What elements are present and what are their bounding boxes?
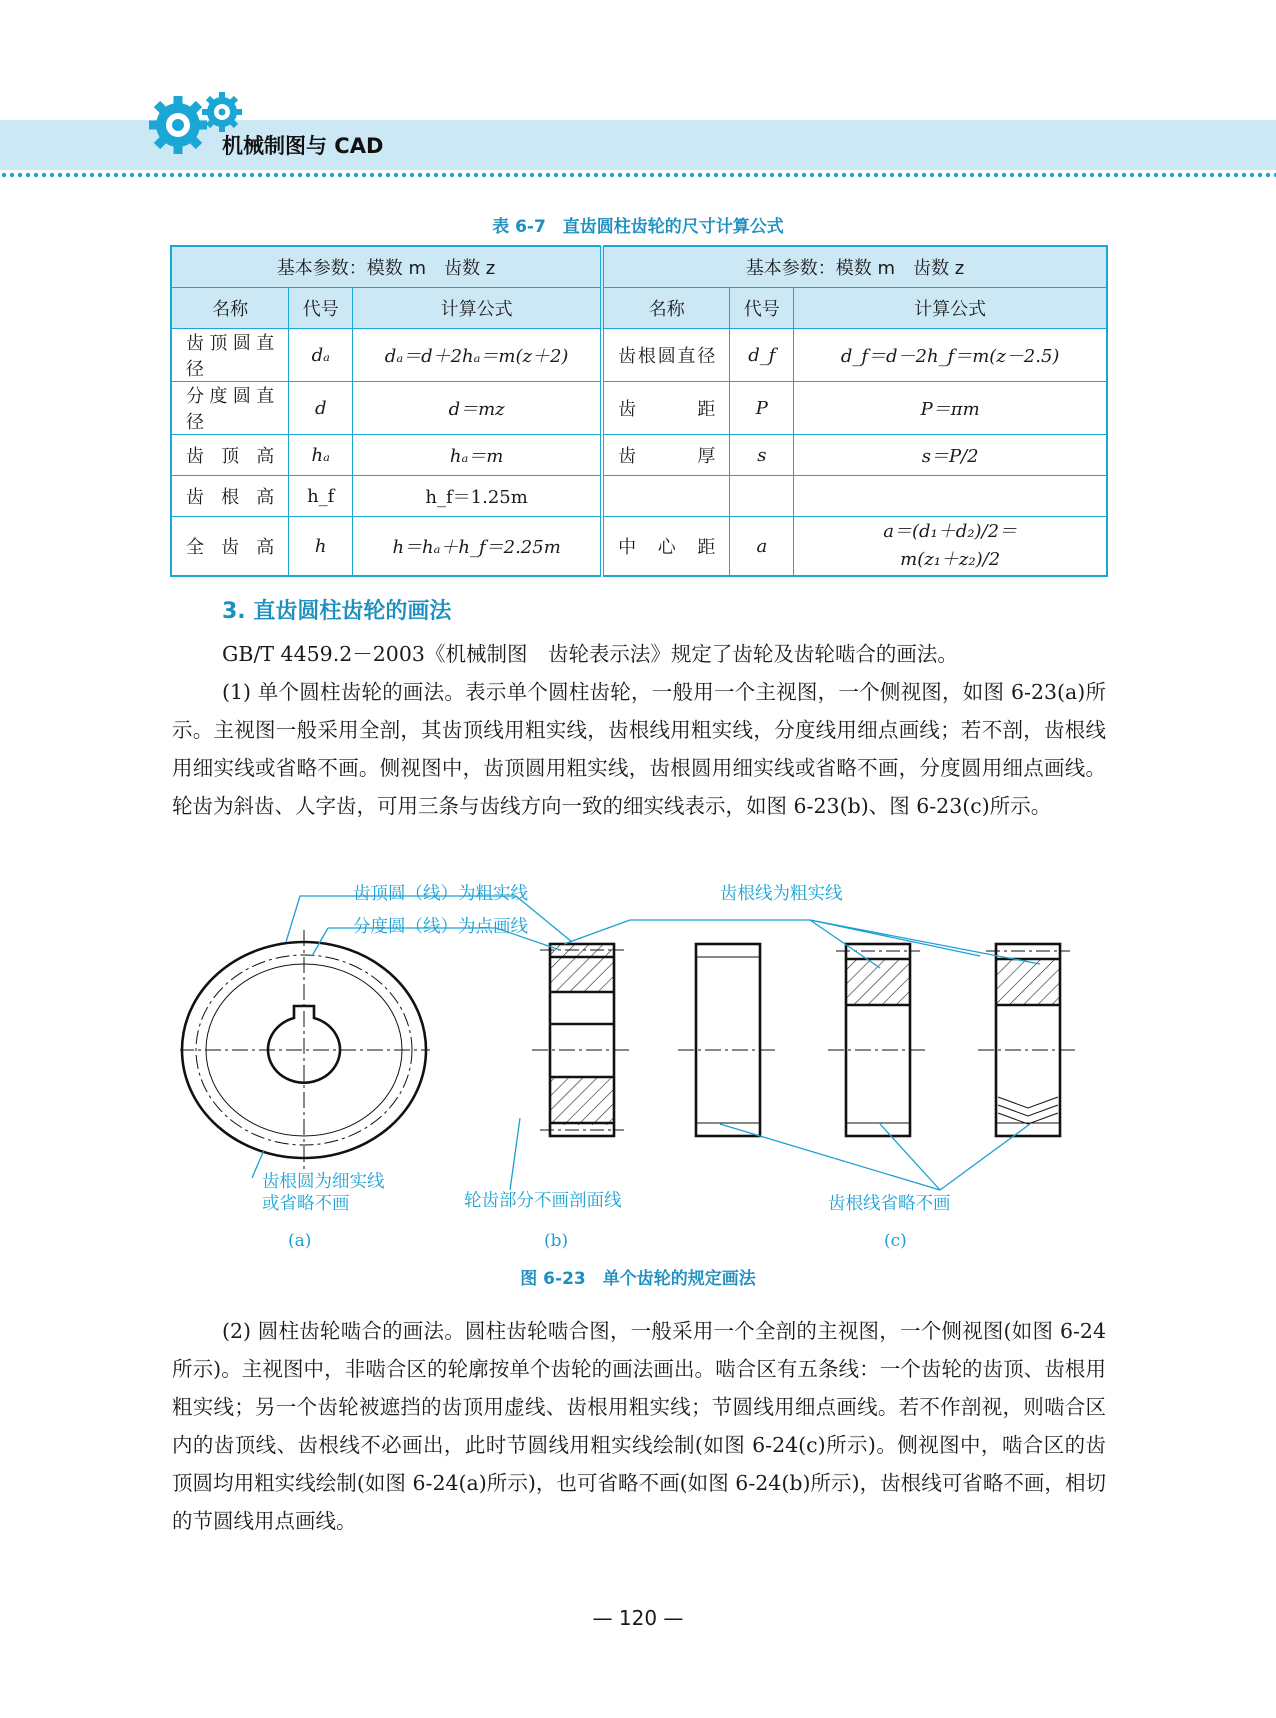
cell-name: 分度圆直径: [171, 382, 289, 435]
cell-symbol: h: [289, 517, 353, 577]
section-heading: 3. 直齿圆柱齿轮的画法: [222, 599, 452, 624]
col-header-formula: 计算公式: [353, 288, 602, 329]
paragraph-single-gear: [172, 673, 1106, 825]
table-row: [171, 435, 1107, 476]
col-header-name: 名称: [171, 288, 289, 329]
formula-line-1: a＝(d₁＋d₂)/2＝: [883, 521, 1018, 542]
table-row: [171, 517, 1107, 577]
paragraph-meshing-gears: [172, 1312, 1106, 1540]
cell-name: 中心距: [602, 517, 730, 577]
paragraph-intro: [172, 635, 1106, 673]
cell-name: 齿顶圆直径: [171, 329, 289, 382]
cell-formula-two-line: [794, 517, 1107, 577]
cell-formula: s＝P/2: [794, 435, 1107, 476]
paragraph-text: GB/T 4459.2－2003《机械制图 齿轮表示法》规定了齿轮及齿轮啮合的画法。: [222, 642, 958, 666]
sublabel-c: (c): [884, 1231, 907, 1251]
col-header-symbol: 代号: [289, 288, 353, 329]
cell-symbol: dₐ: [289, 329, 353, 382]
label-root-omit: 齿根线省略不画: [828, 1194, 951, 1214]
label-root-thin-line2: 或省略不画: [262, 1194, 350, 1214]
formula-line-2: m(z₁＋z₂)/2: [900, 549, 1001, 570]
cell-symbol: hₐ: [289, 435, 353, 476]
cell-symbol: h_f: [289, 476, 353, 517]
cell-formula: [794, 476, 1107, 517]
cell-formula: h_f＝1.25m: [353, 476, 602, 517]
cell-name: 齿根圆直径: [602, 329, 730, 382]
cell-formula: dₐ＝d＋2hₐ＝m(z＋2): [353, 329, 602, 382]
table-column-header-row: [171, 288, 1107, 329]
group-header-left: 基本参数：模数 m 齿数 z: [171, 246, 602, 288]
table-row: [171, 329, 1107, 382]
paragraph-text: (1) 单个圆柱齿轮的画法。表示单个圆柱齿轮，一般用一个主视图，一个侧视图，如图 6-23(a)所示。主视图一般采用全剖，其齿顶线用粗实线，齿根线用粗实线，分度线用细点画线；若不剖，齿根线用细实线或省略不画。侧视图中，齿顶圆用粗实线，齿根圆用细实线或省略不画，分度圆用细点画线。轮齿为斜齿、人字齿，可用三条与齿线方向一致的细实线表示，如图 6-23(b)、图 6-23(c)所示。: [172, 680, 1106, 818]
gear-front-view-plain: [678, 944, 778, 1136]
header-dotted-divider: [0, 172, 1276, 178]
table-row: [171, 476, 1107, 517]
gear-front-view-herringbone: [978, 944, 1078, 1136]
cell-name: 齿 厚: [602, 435, 730, 476]
figure-caption: 图 6-23 单个齿轮的规定画法: [520, 1269, 756, 1289]
col-header-symbol: 代号: [730, 288, 794, 329]
cell-symbol: P: [730, 382, 794, 435]
label-no-hatch: 轮齿部分不画剖面线: [464, 1191, 622, 1211]
leader-lines: [252, 896, 1040, 1190]
cell-formula: P＝πm: [794, 382, 1107, 435]
cell-formula: hₐ＝m: [353, 435, 602, 476]
page-number: — 120 —: [592, 1606, 684, 1630]
cell-formula: h＝hₐ＋h_f＝2.25m: [353, 517, 602, 577]
gear-sectional-view: [532, 944, 632, 1136]
book-title: 机械制图与 CAD: [222, 134, 384, 158]
gear-side-view: [180, 930, 430, 1170]
cell-name: [602, 476, 730, 517]
cell-formula: d_f＝d－2h_f＝m(z－2.5): [794, 329, 1107, 382]
cell-formula: d＝mz: [353, 382, 602, 435]
cell-name: 齿顶高: [171, 435, 289, 476]
sublabel-a: (a): [288, 1231, 312, 1251]
cell-symbol: a: [730, 517, 794, 577]
table-caption: 表 6-7 直齿圆柱齿轮的尺寸计算公式: [492, 217, 784, 237]
cell-name: 齿 距: [602, 382, 730, 435]
label-pitch-line: 分度圆（线）为点画线: [353, 917, 528, 937]
group-header-right: 基本参数：模数 m 齿数 z: [602, 246, 1107, 288]
label-tip-line: 齿顶圆（线）为粗实线: [353, 884, 528, 904]
cell-symbol: s: [730, 435, 794, 476]
cell-name: 齿根高: [171, 476, 289, 517]
gear-formula-table: [170, 245, 1108, 577]
cell-symbol: [730, 476, 794, 517]
cell-symbol: d: [289, 382, 353, 435]
paragraph-text: (2) 圆柱齿轮啮合的画法。圆柱齿轮啮合图，一般采用一个全剖的主视图，一个侧视图(如图 6-24 所示)。主视图中，非啮合区的轮廓按单个齿轮的画法画出。啮合区有五条线：一个齿轮的齿顶、齿根用粗实线；另一个齿轮被遮挡的齿顶用虚线、齿根用粗实线；节圆线用细点画线。若不作剖视，则啮合区内的齿顶线、齿根线不必画出，此时节圆线用粗实线绘制(如图 6-24(c)所示)。侧视图中，啮合区的齿顶圆均用粗实线绘制(如图 6-24(a)所示)，也可省略不画(如图 6-24(b)所示)，齿根线可省略不画，相切的节圆线用点画线。: [172, 1319, 1106, 1533]
col-header-name: 名称: [602, 288, 730, 329]
col-header-formula: 计算公式: [794, 288, 1107, 329]
sublabel-b: (b): [544, 1231, 569, 1251]
table-row: [171, 382, 1107, 435]
cell-symbol: d_f: [730, 329, 794, 382]
gear-front-view-helical: [828, 944, 928, 1136]
cell-name: 全齿高: [171, 517, 289, 577]
table-group-header-row: [171, 246, 1107, 288]
label-root-thin-line1: 齿根圆为细实线: [262, 1172, 385, 1192]
label-root-thick: 齿根线为粗实线: [720, 884, 843, 904]
